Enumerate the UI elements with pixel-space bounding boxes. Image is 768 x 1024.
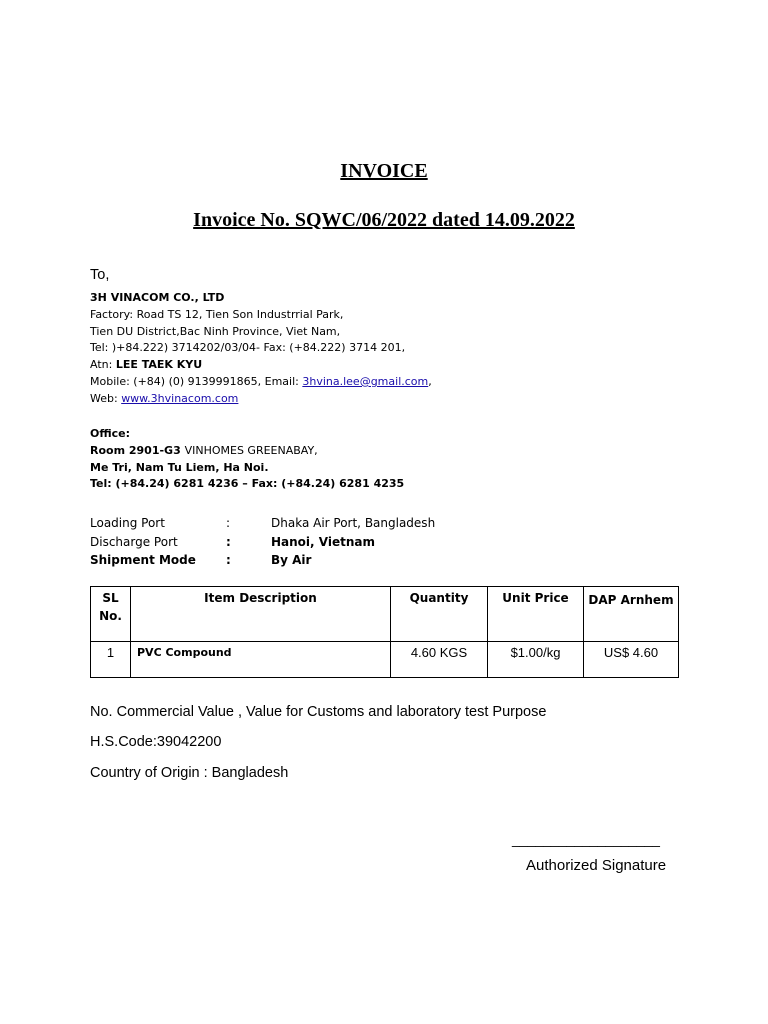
office-room (90, 443, 404, 460)
authorized-signature-label: Authorized Signature (526, 857, 667, 874)
loading-port-value: Dhaka Air Port, Bangladesh (271, 516, 436, 530)
cell-unit-price: $1.00/kg (488, 642, 584, 678)
to-label: To, (90, 267, 110, 283)
loading-port-row (90, 514, 690, 532)
web-label: Web: (90, 391, 122, 405)
commercial-value-note: No. Commercial Value , Value for Customs and laboratory test Purpose (90, 704, 547, 720)
table-header-row (91, 587, 679, 642)
items-table (90, 586, 679, 678)
header-sl-no: SL No. (91, 587, 131, 642)
table-row (91, 642, 679, 678)
hs-code-note: H.S.Code:39042200 (90, 734, 222, 750)
mobile-suffix: , (428, 374, 432, 388)
discharge-port-separator: : (226, 535, 231, 549)
consignee-factory: Factory: Road TS 12, Tien Son Industrrial Park, (90, 307, 344, 321)
shipment-mode-separator: : (226, 553, 231, 567)
consignee-mobile-email (90, 374, 432, 391)
mobile-prefix: Mobile: (+84) (0) 9139991865, Email: (90, 374, 303, 388)
attention-name: LEE TAEK KYU (115, 358, 203, 372)
cell-quantity: 4.60 KGS (391, 642, 488, 678)
consignee-web (90, 391, 432, 408)
discharge-port-value: Hanoi, Vietnam (271, 535, 375, 549)
discharge-port-label: Discharge Port (90, 535, 178, 549)
office-heading: Office: (90, 427, 130, 440)
header-item-description: Item Description (131, 587, 391, 642)
office-tel: Tel: (+84.24) 6281 4236 – Fax: (+84.24) 6281 4235 (90, 477, 405, 491)
consignee-company: 3H VINACOM CO., LTD (90, 291, 225, 304)
shipment-mode-label: Shipment Mode (90, 553, 196, 567)
discharge-port-row (90, 533, 690, 551)
office-address-block (90, 426, 404, 493)
country-of-origin-note: Country of Origin : Bangladesh (90, 765, 289, 781)
loading-port-separator: : (226, 516, 231, 530)
header-quantity: Quantity (391, 587, 488, 642)
invoice-number-line: Invoice No. SQWC/06/2022 dated 14.09.2022 (193, 209, 575, 231)
document-title: INVOICE (340, 160, 428, 182)
consignee-address-block (90, 290, 432, 408)
header-unit-price: Unit Price (488, 587, 584, 642)
office-room-number: Room 2901-G3 (90, 443, 185, 457)
email-link[interactable]: 3hvina.lee@gmail.com (302, 374, 429, 388)
office-building: VINHOMES GREENABAY, (184, 443, 318, 457)
consignee-district: Tien DU District,Bac Ninh Province, Viet Nam, (90, 324, 341, 338)
attention-label: Atn: (90, 358, 116, 372)
office-city: Me Tri, Nam Tu Liem, Ha Noi. (90, 460, 269, 474)
cell-sl: 1 (91, 642, 131, 678)
shipment-mode-value: By Air (271, 553, 312, 567)
shipment-mode-row (90, 551, 690, 569)
loading-port-label: Loading Port (90, 516, 165, 530)
cell-description: PVC Compound (131, 642, 391, 678)
consignee-tel: Tel: )+84.222) 3714202/03/04- Fax: (+84.222) 3714 201, (90, 341, 406, 355)
cell-dap: US$ 4.60 (584, 642, 679, 678)
header-dap-arnhem: DAP Arnhem (584, 587, 679, 642)
signature-line: ___________________ (512, 831, 660, 847)
website-link[interactable]: www.3hvinacom.com (121, 391, 239, 405)
consignee-attention (90, 357, 432, 374)
